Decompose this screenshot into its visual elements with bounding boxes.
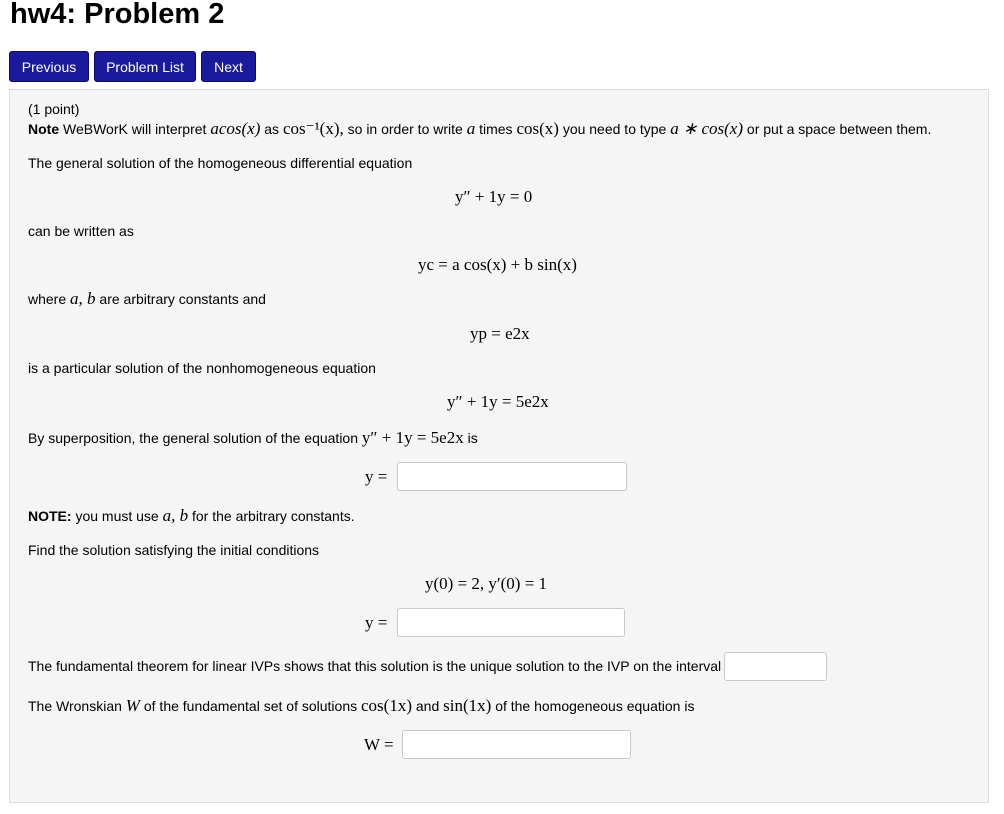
note-text: WeBWorK will interpret	[63, 121, 207, 137]
note2-ab: a, b	[162, 506, 189, 525]
note2-label: NOTE:	[28, 508, 72, 524]
y-label-particular: y =	[365, 613, 388, 632]
can-be-written-text: can be written as	[28, 223, 134, 239]
note-text: or put a space between them.	[746, 121, 932, 137]
points-label: (1 point)	[28, 101, 80, 117]
eq-homogeneous: y″ + 1y = 0	[455, 187, 533, 206]
note-text: so in order to write	[347, 121, 463, 137]
eq-yc: yc = a cos(x) + b sin(x)	[418, 255, 577, 274]
note2-line	[28, 507, 355, 525]
note-acos: acos(x)	[210, 119, 261, 138]
where-line	[28, 290, 266, 308]
eq-yp: yp = e2x	[470, 324, 530, 343]
note-text: times	[479, 121, 513, 137]
note-line	[28, 120, 931, 138]
previous-button[interactable]: Previous	[9, 51, 89, 82]
particular-text: is a particular solution of the nonhomogeneous equation	[28, 360, 376, 376]
next-button[interactable]: Next	[201, 51, 256, 82]
theorem-text: The fundamental theorem for linear IVPs shows that this solution is the unique solution to the IVP on the interval	[28, 658, 722, 674]
ivp-solution-input[interactable]	[397, 608, 625, 637]
intro-text: The general solution of the homogeneous differential equation	[28, 155, 413, 171]
wronskian-text: of the fundamental set of solutions	[143, 698, 358, 714]
note2-text: for the arbitrary constants.	[192, 508, 355, 524]
note-cosinv: cos⁻¹(x),	[282, 119, 344, 138]
w-label: W =	[364, 735, 394, 754]
problem-list-button[interactable]: Problem List	[94, 51, 196, 82]
superposition-eq: y″ + 1y = 5e2x	[361, 428, 464, 447]
wronskian-text: and	[415, 698, 440, 714]
note2-text: you must use	[75, 508, 159, 524]
problem-panel	[9, 89, 989, 803]
y-label-general: y =	[365, 467, 388, 486]
interval-input[interactable]	[724, 652, 827, 681]
note-typed: a ∗ cos(x)	[670, 119, 744, 138]
wronskian-symbol: W	[125, 696, 140, 715]
superposition-text: By superposition, the general solution of the equation	[28, 430, 359, 446]
note-text: as	[264, 121, 280, 137]
where-text: are arbitrary constants and	[99, 291, 266, 307]
wronskian-text: of the homogeneous equation is	[495, 698, 695, 714]
note-label: Note	[28, 121, 60, 137]
superposition-text: is	[467, 430, 478, 446]
wronskian-sin: sin(1x)	[443, 696, 492, 715]
note-a: a	[466, 119, 476, 138]
superposition-line	[28, 429, 478, 447]
general-solution-input[interactable]	[397, 462, 627, 491]
where-ab: a, b	[70, 289, 96, 308]
wronskian-input[interactable]	[402, 730, 631, 759]
wronskian-cos: cos(1x)	[361, 696, 412, 715]
wronskian-line	[28, 697, 694, 715]
page-title: hw4: Problem 2	[10, 0, 225, 30]
note-text: you need to type	[562, 121, 667, 137]
wronskian-text: The Wronskian	[28, 698, 122, 714]
note-cos: cos(x)	[516, 119, 559, 138]
find-text: Find the solution satisfying the initial conditions	[28, 542, 320, 558]
where-text: where	[28, 291, 67, 307]
eq-nonhomogeneous: y″ + 1y = 5e2x	[447, 392, 549, 411]
eq-initial: y(0) = 2, y′(0) = 1	[425, 574, 548, 593]
